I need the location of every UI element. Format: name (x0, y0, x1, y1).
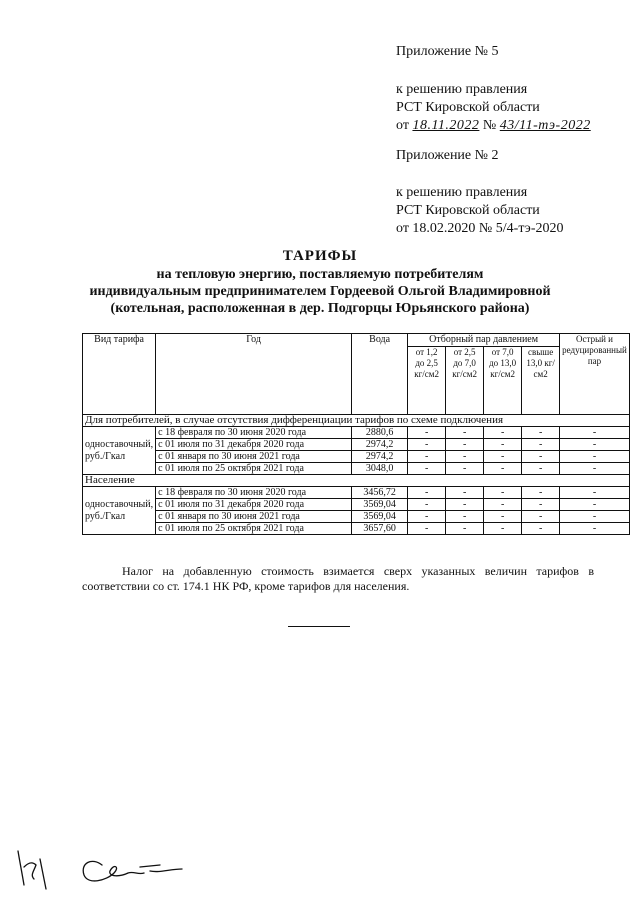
table-cell-steam-4: - (522, 439, 560, 451)
table-cell-water: 2974,2 (352, 439, 408, 451)
table-cell-steam-2: - (446, 439, 484, 451)
table-cell-sharp-steam: - (560, 439, 630, 451)
col-header-steam-4: свыше 13,0 кг/см2 (522, 347, 560, 415)
table-cell-period: с 01 января по 30 июня 2021 года (156, 511, 352, 523)
table-cell-period: с 01 июля по 31 декабря 2020 года (156, 439, 352, 451)
table-cell-water: 3456,72 (352, 487, 408, 499)
table-cell-steam-2: - (446, 487, 484, 499)
decision-line-2: РСТ Кировской области (396, 100, 540, 115)
appendix-5-label: Приложение № 5 (396, 44, 499, 59)
table-cell-steam-4: - (522, 523, 560, 535)
table-cell-steam-4: - (522, 451, 560, 463)
table-cell-steam-2: - (446, 523, 484, 535)
decision-date-line (396, 117, 591, 135)
table-cell-sharp-steam: - (560, 427, 630, 439)
section-label-consumers: Для потребителей, в случае отсутствия дифференциации тарифов по схеме подключения (83, 415, 630, 427)
table-cell-steam-3: - (484, 463, 522, 475)
tariff-type-cell: одноставочный, руб./Гкал (83, 487, 156, 535)
table-cell-steam-1: - (408, 439, 446, 451)
table-cell-period: с 01 июля по 25 октября 2021 года (156, 463, 352, 475)
decision2-line-2: РСТ Кировской области (396, 203, 540, 218)
table-cell-steam-3: - (484, 487, 522, 499)
table-cell-steam-4: - (522, 427, 560, 439)
table-cell-steam-2: - (446, 451, 484, 463)
handwritten-signature-icon (10, 845, 210, 895)
table-cell-period: с 01 июля по 31 декабря 2020 года (156, 499, 352, 511)
number-prefix: № (482, 118, 497, 133)
table-cell-steam-3: - (484, 511, 522, 523)
table-cell-water: 3048,0 (352, 463, 408, 475)
table-cell-steam-1: - (408, 511, 446, 523)
col-header-type: Вид тарифа (83, 334, 156, 415)
table-cell-steam-3: - (484, 499, 522, 511)
table-cell-steam-4: - (522, 487, 560, 499)
table-cell-sharp-steam: - (560, 523, 630, 535)
title-line-3: (котельная, расположенная в дер. Подгорцы Юрьянского района) (110, 301, 530, 316)
table-cell-steam-2: - (446, 427, 484, 439)
title-line-2: индивидуальным предпринимателем Гордеевой Ольгой Владимировной (89, 284, 551, 299)
document-title (60, 246, 580, 317)
col-header-steam-group: Отборный пар давлением (408, 334, 560, 347)
table-cell-period: с 01 января по 30 июня 2021 года (156, 451, 352, 463)
table-cell-steam-1: - (408, 427, 446, 439)
handwritten-date: 18.11.2022 (412, 118, 480, 133)
table-cell-water: 2974,2 (352, 451, 408, 463)
title-line-1: на тепловую энергию, поставляемую потребителям (156, 267, 484, 282)
col-header-water: Вода (352, 334, 408, 415)
col-header-steam-2: от 2,5 до 7,0 кг/см2 (446, 347, 484, 415)
table-cell-period: с 18 февраля по 30 июня 2020 года (156, 487, 352, 499)
table-cell-period: с 01 июля по 25 октября 2021 года (156, 523, 352, 535)
table-cell-steam-4: - (522, 511, 560, 523)
decision2-line-3: от 18.02.2020 № 5/4-тэ-2020 (396, 221, 564, 236)
table-cell-steam-3: - (484, 439, 522, 451)
table-cell-water: 3657,60 (352, 523, 408, 535)
divider-rule (288, 626, 350, 627)
table-cell-steam-1: - (408, 463, 446, 475)
appendix-2-label: Приложение № 2 (396, 148, 499, 163)
col-header-steam-3: от 7,0 до 13,0 кг/см2 (484, 347, 522, 415)
col-header-year: Год (156, 334, 352, 415)
table-cell-steam-1: - (408, 499, 446, 511)
table-cell-steam-2: - (446, 499, 484, 511)
table-cell-sharp-steam: - (560, 451, 630, 463)
table-cell-period: с 18 февраля по 30 июня 2020 года (156, 427, 352, 439)
table-cell-steam-1: - (408, 487, 446, 499)
table-cell-steam-4: - (522, 499, 560, 511)
table-cell-sharp-steam: - (560, 463, 630, 475)
table-cell-steam-3: - (484, 427, 522, 439)
table-cell-steam-1: - (408, 523, 446, 535)
table-cell-steam-1: - (408, 451, 446, 463)
table-cell-water: 2880,6 (352, 427, 408, 439)
title-main: ТАРИФЫ (282, 248, 358, 264)
table-cell-sharp-steam: - (560, 499, 630, 511)
table-cell-steam-3: - (484, 523, 522, 535)
vat-note: Налог на добавленную стоимость взимается сверх указанных величин тарифов в соответствии со ст. 174.1 НК РФ, кроме тарифов для населения. (82, 564, 594, 593)
tariff-table (82, 333, 630, 535)
table-cell-sharp-steam: - (560, 511, 630, 523)
col-header-steam-1: от 1,2 до 2,5 кг/см2 (408, 347, 446, 415)
col-header-sharp-steam: Острый и редуцированный пар (560, 334, 630, 415)
table-cell-water: 3569,04 (352, 499, 408, 511)
decision-line-1: к решению правления (396, 82, 528, 97)
tariff-type-cell: одноставочный, руб./Гкал (83, 427, 156, 475)
table-cell-steam-3: - (484, 451, 522, 463)
decision2-line-1: к решению правления (396, 185, 528, 200)
date-prefix: от (396, 118, 409, 133)
table-cell-steam-2: - (446, 511, 484, 523)
table-cell-water: 3569,04 (352, 511, 408, 523)
handwritten-number: 43/11-тэ-2022 (499, 118, 591, 133)
table-cell-steam-2: - (446, 463, 484, 475)
table-cell-sharp-steam: - (560, 487, 630, 499)
table-cell-steam-4: - (522, 463, 560, 475)
section-label-population: Население (83, 475, 630, 487)
